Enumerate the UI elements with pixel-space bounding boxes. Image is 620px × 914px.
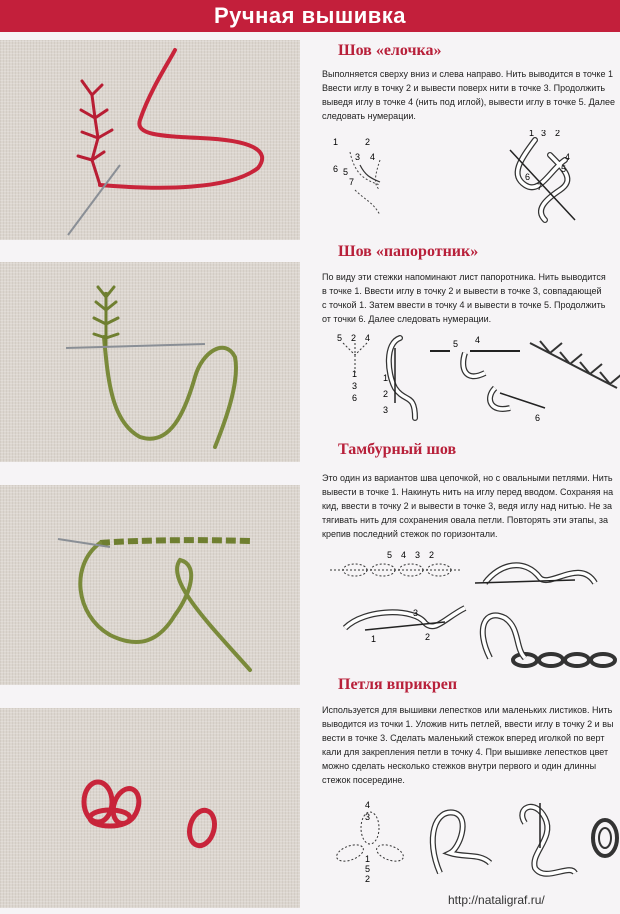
diagram-label: 4	[370, 152, 376, 162]
diagram-label: 5	[365, 864, 371, 874]
text-line: выводится из точки 1. Уложив нить петлей, ввести иглу в точку 2 и вы	[322, 719, 614, 729]
text-line: вести в точке 3. Сделать маленький стежок вперед иголкой по верт	[322, 733, 605, 743]
text-line: можно сделать несколько стежков внутри первого и один длинны	[322, 761, 597, 771]
diagram-feather-stitch	[325, 130, 620, 230]
text-line: следовать нумерации.	[322, 111, 416, 121]
diagram-label: 3	[541, 130, 547, 138]
diagram-label: 4	[475, 335, 481, 345]
page-title: Ручная вышивка	[213, 3, 407, 28]
text-line: Это один из вариантов шва цепочкой, но с овальными петлями. Нить	[322, 473, 613, 483]
section-text	[322, 270, 618, 326]
diagram-label: 3	[365, 812, 371, 822]
diagram-label: 1	[365, 854, 371, 864]
diagram-chain-stitch	[325, 548, 620, 678]
diagram-label: 6	[525, 172, 531, 182]
text-line: вывести в точке 1. Накинуть нить на иглу перед вводом. Сохраняя на	[322, 487, 614, 497]
page-header	[0, 0, 620, 32]
thread-illustration	[0, 262, 300, 462]
diagram-label: 2	[429, 550, 435, 560]
section-title: Тамбурный шов	[338, 441, 457, 458]
diagram-label: 1	[383, 373, 389, 383]
diagram-label: 1	[352, 369, 358, 379]
section-text	[322, 471, 618, 541]
section-text	[322, 67, 618, 123]
diagram-label: 1	[333, 137, 339, 147]
diagram-label: 2	[383, 389, 389, 399]
section-title: Петля вприкреп	[338, 676, 458, 693]
diagram-label: 3	[383, 405, 389, 415]
section-title: Шов «елочка»	[338, 42, 442, 59]
text-line: с точкой 1. Затем ввести в точку 4 и вывести в точке 5. Продолжить	[322, 300, 606, 310]
diagram-fern-stitch	[325, 333, 620, 433]
diagram-label: 2	[555, 130, 561, 138]
diagram-label: 1	[529, 130, 535, 138]
thread-illustration	[0, 485, 300, 685]
diagram-label: 5	[343, 167, 349, 177]
text-line: тягивать нить для сохранения овала петли. Повторять эти этапы, за	[322, 515, 609, 525]
diagram-label: 6	[333, 164, 339, 174]
photo-chain-stitch	[0, 485, 300, 685]
diagram-label: 2	[425, 632, 431, 642]
thread-illustration	[0, 708, 300, 908]
photo-fern-stitch	[0, 262, 300, 462]
diagram-label: 4	[401, 550, 407, 560]
diagram-label: 2	[365, 137, 371, 147]
diagram-label: 7	[349, 177, 355, 187]
section-title: Шов «папоротник»	[338, 243, 479, 260]
diagram-label: 2	[365, 874, 371, 884]
diagram-label: 1	[371, 634, 377, 644]
text-line: Ввести иглу в точку 2 и вывести поверх нити в точке 3. Продолжить	[322, 83, 606, 93]
diagram-label: 5	[453, 339, 459, 349]
section-text	[322, 703, 618, 787]
diagram-label: 4	[565, 152, 571, 162]
photo-lazy-daisy	[0, 708, 300, 908]
diagram-label: 7	[537, 182, 543, 192]
diagram-label: 6	[352, 393, 358, 403]
text-line: крепив последний стежок по горизонтали.	[322, 529, 498, 539]
diagram-label: 5	[387, 550, 393, 560]
text-line: По виду эти стежки напоминают лист папоротника. Нить выводится	[322, 272, 606, 282]
text-line: от точки 6. Далее следовать нумерации.	[322, 314, 492, 324]
diagram-label: 6	[535, 413, 541, 423]
text-line: кали для закрепления петли в точку 4. При вышивке лепестков цвет	[322, 747, 609, 757]
text-line: в точке 1. Ввести иглу в точку 2 и вывести в точке 3, совпадающей	[322, 286, 602, 296]
diagram-label: 3	[352, 381, 358, 391]
diagram-label: 5	[561, 164, 567, 174]
text-line: стежок посередине.	[322, 775, 405, 785]
thread-illustration	[0, 40, 300, 240]
text-line: кид, ввести в точку 2 и вывести в точке 3, ведя иглу над нитью. Не за	[322, 501, 613, 511]
diagram-label: 3	[355, 152, 361, 162]
text-line: Выполняется сверху вниз и слева направо. Нить выводится в точке 1	[322, 69, 613, 79]
photo-feather-stitch	[0, 40, 300, 240]
diagram-label: 5	[337, 333, 343, 343]
text-line: Используется для вышивки лепестков или маленьких листиков. Нить	[322, 705, 613, 715]
diagram-lazy-daisy	[325, 798, 620, 890]
watermark: http://nataligraf.ru/	[448, 893, 545, 907]
text-line: выведя иглу в точке 4 (нить под иглой), вывести иглу в точке 5. Далее	[322, 97, 615, 107]
diagram-label: 4	[365, 800, 371, 810]
diagram-label: 4	[365, 333, 371, 343]
diagram-label: 3	[413, 608, 419, 618]
diagram-label: 2	[351, 333, 357, 343]
diagram-label: 3	[415, 550, 421, 560]
